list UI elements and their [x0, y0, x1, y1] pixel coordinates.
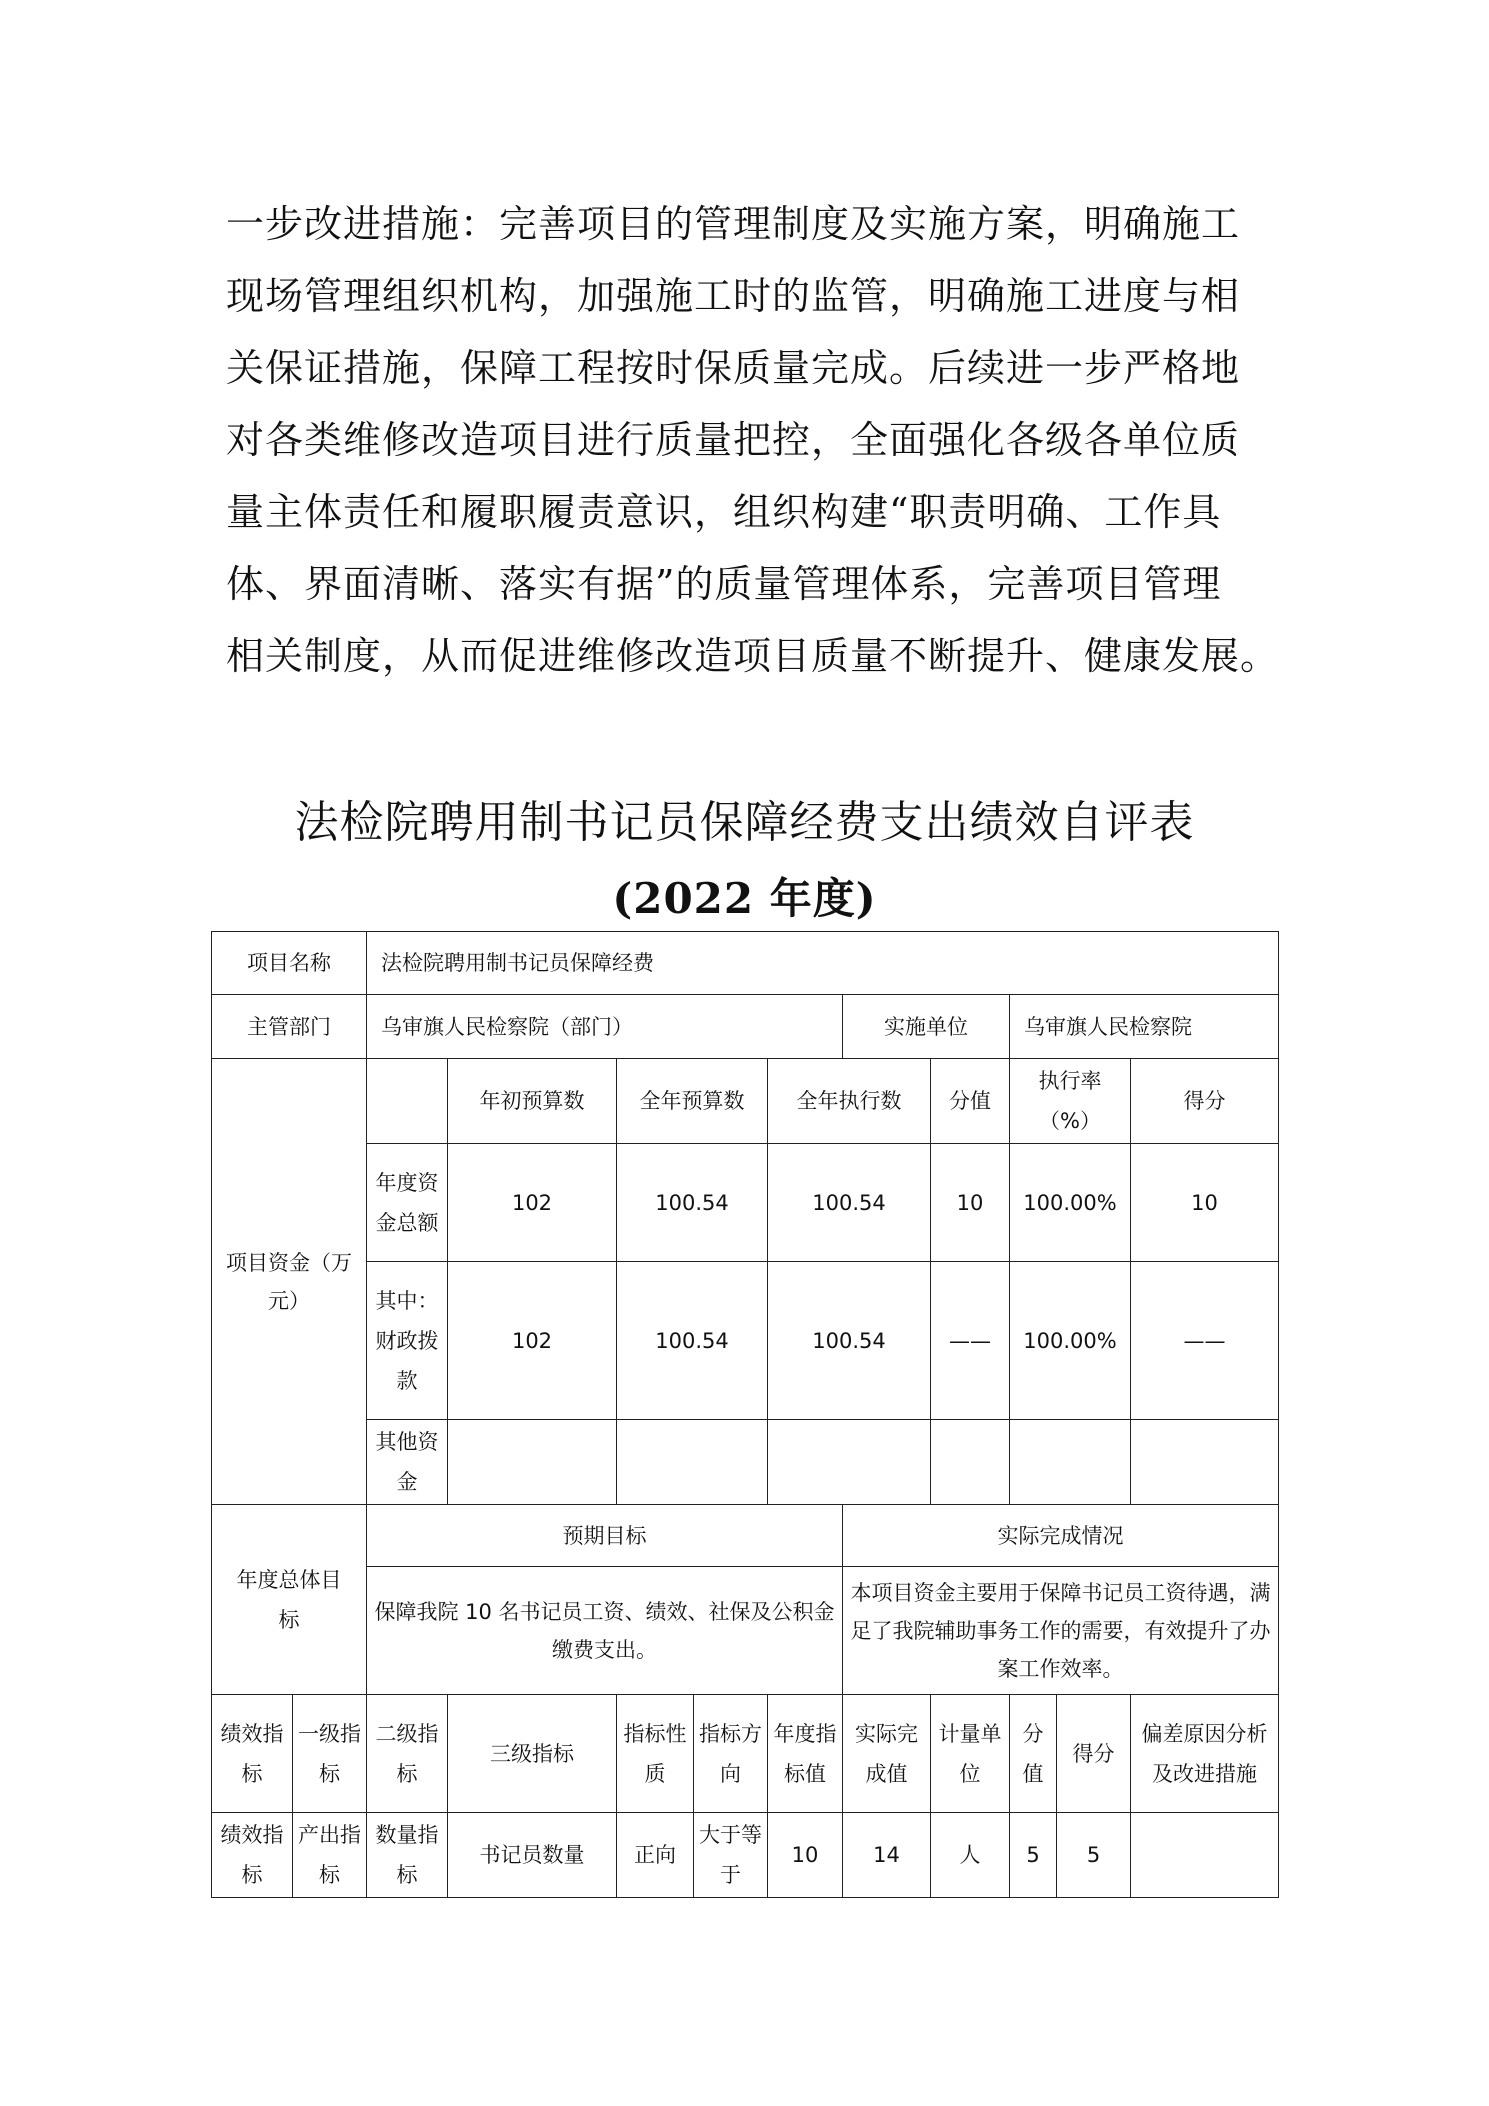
perf-header: 分值	[1010, 1695, 1057, 1813]
perf-header: 实际完成值	[843, 1695, 931, 1813]
funds-label: 项目资金（万元）	[212, 1059, 367, 1505]
perf-header: 指标性质	[617, 1695, 694, 1813]
paragraph-line: 一步改进措施：完善项目的管理制度及实施方案，明确施工	[226, 202, 1241, 246]
paragraph-line: 对各类维修改造项目进行质量把控，全面强化各级各单位质	[226, 418, 1241, 462]
funds-header-rate: 执行率（%）	[1010, 1059, 1131, 1144]
annual-goal-label: 年度总体目标	[212, 1505, 367, 1695]
perf-cell: 人	[931, 1813, 1010, 1898]
funds-annual: 100.54	[617, 1262, 768, 1420]
funds-header-score-value: 分值	[931, 1059, 1010, 1144]
funds-header-blank	[367, 1059, 448, 1144]
perf-cell: 5	[1057, 1813, 1131, 1898]
perf-cell: 书记员数量	[448, 1813, 617, 1898]
perf-cell: 5	[1010, 1813, 1057, 1898]
funds-row-label: 其中：财政拨款	[367, 1262, 448, 1420]
funds-score: ——	[1131, 1262, 1279, 1420]
form-title: 法检院聘用制书记员保障经费支出绩效自评表	[294, 797, 1195, 848]
dept-label: 主管部门	[212, 995, 367, 1059]
paragraph-line: 相关制度，从而促进维修改造项目质量不断提升、健康发展。	[226, 634, 1280, 678]
funds-executed	[768, 1420, 931, 1505]
paragraph-line: 现场管理组织机构，加强施工时的监管，明确施工进度与相	[226, 274, 1241, 318]
funds-row-label: 年度资金总额	[367, 1144, 448, 1262]
funds-initial	[448, 1420, 617, 1505]
paragraph-line: 量主体责任和履职履责意识，组织构建“职责明确、工作具	[226, 490, 1222, 534]
funds-rate: 100.00%	[1010, 1144, 1131, 1262]
project-name-label: 项目名称	[212, 932, 367, 995]
perf-header: 年度指标值	[768, 1695, 843, 1813]
dept-value: 乌审旗人民检察院（部门）	[367, 995, 843, 1059]
impl-label: 实施单位	[843, 995, 1010, 1059]
funds-rate: 100.00%	[1010, 1262, 1131, 1420]
funds-row-label: 其他资金	[367, 1420, 448, 1505]
perf-cell: 正向	[617, 1813, 694, 1898]
funds-header-annual: 全年预算数	[617, 1059, 768, 1144]
perf-header: 三级指标	[448, 1695, 617, 1813]
self-evaluation-table	[211, 931, 1279, 1898]
perf-header: 二级指标	[367, 1695, 448, 1813]
body-paragraph	[226, 188, 1280, 692]
perf-cell: 产出指标	[293, 1813, 367, 1898]
funds-header-initial: 年初预算数	[448, 1059, 617, 1144]
perf-header: 指标方向	[694, 1695, 768, 1813]
form-year: (2022 年度)	[612, 874, 877, 923]
expected-goal-text: 保障我院 10 名书记员工资、绩效、社保及公积金缴费支出。	[367, 1567, 843, 1695]
funds-executed: 100.54	[768, 1144, 931, 1262]
funds-score-value: ——	[931, 1262, 1010, 1420]
funds-executed: 100.54	[768, 1262, 931, 1420]
perf-header: 偏差原因分析及改进措施	[1131, 1695, 1279, 1813]
funds-initial: 102	[448, 1144, 617, 1262]
funds-rate	[1010, 1420, 1131, 1505]
funds-annual: 100.54	[617, 1144, 768, 1262]
expected-goal-header: 预期目标	[367, 1505, 843, 1567]
perf-cell: 绩效指标	[212, 1813, 293, 1898]
perf-cell	[1131, 1813, 1279, 1898]
funds-score-value: 10	[931, 1144, 1010, 1262]
perf-cell: 14	[843, 1813, 931, 1898]
impl-value: 乌审旗人民检察院	[1010, 995, 1279, 1059]
perf-header: 计量单位	[931, 1695, 1010, 1813]
project-name-value: 法检院聘用制书记员保障经费	[367, 932, 1279, 995]
funds-initial: 102	[448, 1262, 617, 1420]
perf-header: 一级指标	[293, 1695, 367, 1813]
perf-cell: 大于等于	[694, 1813, 768, 1898]
perf-cell: 10	[768, 1813, 843, 1898]
funds-annual	[617, 1420, 768, 1505]
perf-cell: 数量指标	[367, 1813, 448, 1898]
paragraph-line: 关保证措施，保障工程按时保质量完成。后续进一步严格地	[226, 346, 1241, 390]
perf-header: 得分	[1057, 1695, 1131, 1813]
actual-result-text: 本项目资金主要用于保障书记员工资待遇，满足了我院辅助事务工作的需要，有效提升了办案工作效率。	[843, 1567, 1279, 1695]
funds-score-value	[931, 1420, 1010, 1505]
funds-score: 10	[1131, 1144, 1279, 1262]
funds-score	[1131, 1420, 1279, 1505]
actual-result-header: 实际完成情况	[843, 1505, 1279, 1567]
funds-header-score: 得分	[1131, 1059, 1279, 1144]
paragraph-line: 体、界面清晰、落实有据”的质量管理体系，完善项目管理	[226, 562, 1222, 606]
perf-header: 绩效指标	[212, 1695, 293, 1813]
funds-header-executed: 全年执行数	[768, 1059, 931, 1144]
